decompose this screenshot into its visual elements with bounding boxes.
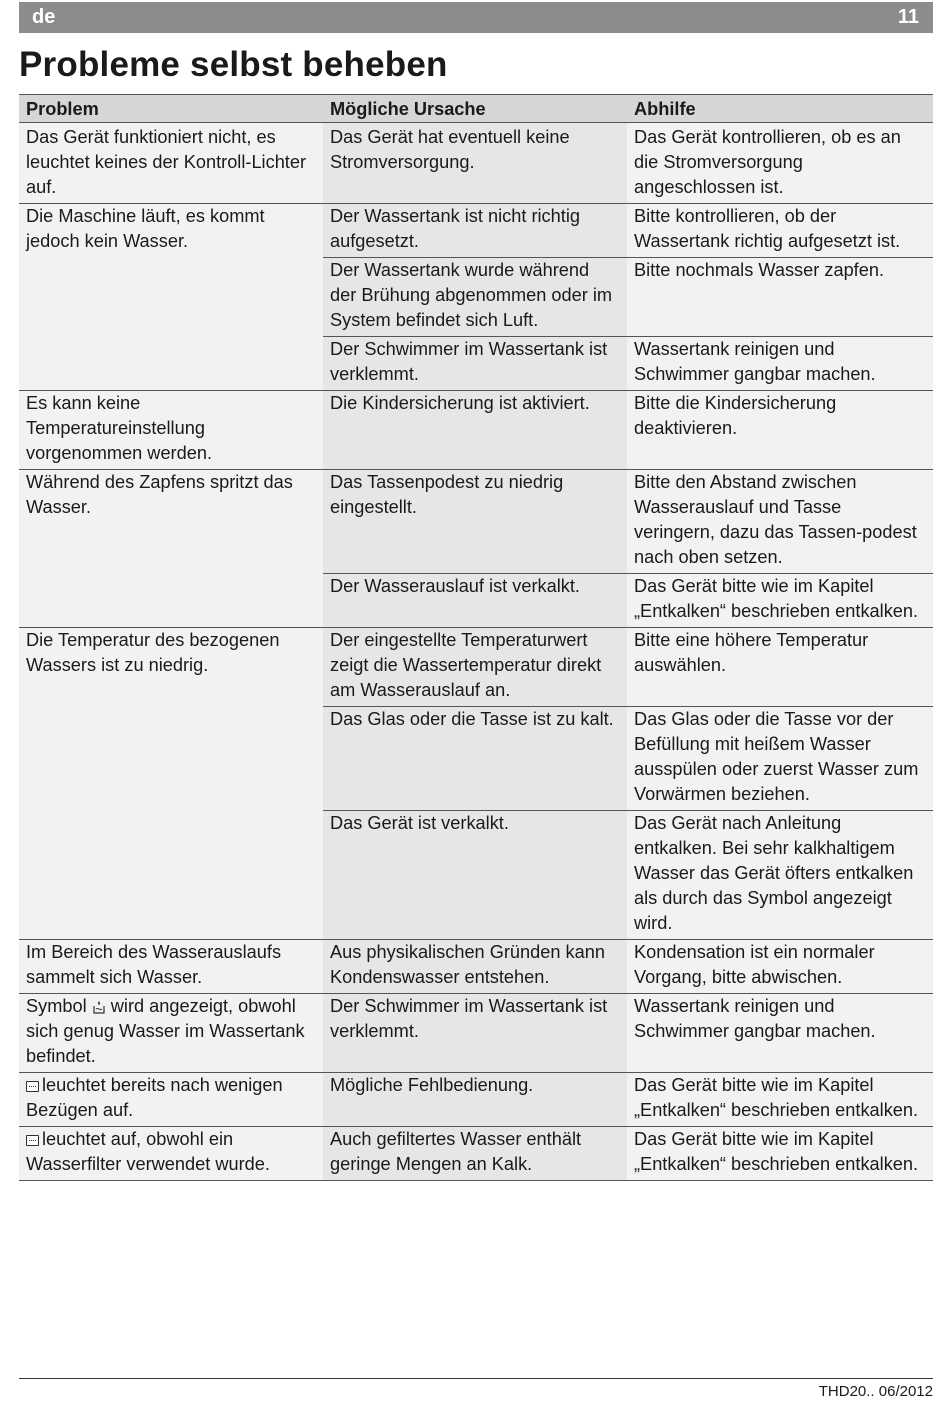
table-row xyxy=(19,123,933,204)
problem-cell xyxy=(19,204,323,391)
cause-cell: Die Kindersicherung ist aktiviert. xyxy=(323,391,627,470)
fix-cell: Das Gerät nach Anleitung entkalken. Bei sehr kalkhaltigem Wasser das Gerät öfters entkalken als durch das Symbol angezeigt wird. xyxy=(627,811,933,940)
fix-cell: Wassertank reinigen und Schwimmer gangbar machen. xyxy=(627,337,933,391)
cause-cell: Der Wasserauslauf ist verkalkt. xyxy=(323,574,627,628)
page-title: Probleme selbst beheben xyxy=(19,45,448,84)
cause-cell: Mögliche Fehlbedienung. xyxy=(323,1073,627,1127)
problem-prefix: Symbol xyxy=(26,996,87,1016)
fix-cell: Wassertank reinigen und Schwimmer gangbar machen. xyxy=(627,994,933,1073)
cause-cell: Das Gerät hat eventuell keine Stromversorgung. xyxy=(323,123,627,204)
cause-cell: Der Schwimmer im Wassertank ist verklemmt. xyxy=(323,994,627,1073)
cause-cell: Der Wassertank ist nicht richtig aufgesetzt. xyxy=(323,204,627,258)
problem-text: Die Temperatur des bezogenen Wassers ist zu niedrig. xyxy=(26,630,280,675)
cause-cell: Aus physikalischen Gründen kann Kondenswasser entstehen. xyxy=(323,940,627,994)
fix-cell: Das Gerät kontrollieren, ob es an die Stromversorgung angeschlossen ist. xyxy=(627,123,933,204)
problem-text: Das Gerät funktioniert nicht, es leuchtet keines der Kontroll-Lichter auf. xyxy=(26,127,307,197)
problem-text: Im Bereich des Wasserauslaufs sammelt sich Wasser. xyxy=(26,942,282,987)
problem-cell xyxy=(19,940,323,994)
page-number: 11 xyxy=(897,6,919,28)
table-row xyxy=(19,1127,933,1181)
cause-cell: Das Tassenpodest zu niedrig eingestellt. xyxy=(323,470,627,574)
troubleshooting-table xyxy=(19,94,933,1181)
problem-cell xyxy=(19,1127,323,1181)
cause-cell: Der Schwimmer im Wassertank ist verklemmt. xyxy=(323,337,627,391)
descale-icon xyxy=(26,1081,39,1092)
header-bar xyxy=(19,2,933,33)
problem-cell xyxy=(19,628,323,940)
cause-cell: Der eingestellte Temperaturwert zeigt die Wassertemperatur direkt am Wasserauslauf an. xyxy=(323,628,627,707)
table-row xyxy=(19,204,933,258)
fix-cell: Das Gerät bitte wie im Kapitel „Entkalken“ beschrieben entkalken. xyxy=(627,574,933,628)
fix-cell: Kondensation ist ein normaler Vorgang, bitte abwischen. xyxy=(627,940,933,994)
column-header-cause: Mögliche Ursache xyxy=(323,95,627,123)
footer-divider xyxy=(19,1378,933,1379)
table-row xyxy=(19,391,933,470)
cause-cell: Der Wassertank wurde während der Brühung abgenommen oder im System befindet sich Luft. xyxy=(323,258,627,337)
problem-text: leuchtet auf, obwohl ein Wasserfilter verwendet wurde. xyxy=(26,1129,270,1174)
column-header-problem: Problem xyxy=(19,95,323,123)
table-row xyxy=(19,940,933,994)
descale-icon xyxy=(26,1135,39,1146)
cause-cell: Auch gefiltertes Wasser enthält geringe Mengen an Kalk. xyxy=(323,1127,627,1181)
fix-cell: Bitte kontrollieren, ob der Wassertank richtig aufgesetzt ist. xyxy=(627,204,933,258)
fix-cell: Bitte eine höhere Temperatur auswählen. xyxy=(627,628,933,707)
problem-cell xyxy=(19,470,323,628)
fix-cell: Das Gerät bitte wie im Kapitel „Entkalken“ beschrieben entkalken. xyxy=(627,1127,933,1181)
column-header-fix: Abhilfe xyxy=(627,95,933,123)
problem-cell xyxy=(19,123,323,204)
problem-cell xyxy=(19,994,323,1073)
fix-cell: Das Gerät bitte wie im Kapitel „Entkalken“ beschrieben entkalken. xyxy=(627,1073,933,1127)
fix-cell: Bitte den Abstand zwischen Wasserauslauf und Tasse veringern, dazu das Tassen-podest nach oben setzen. xyxy=(627,470,933,574)
table-row xyxy=(19,470,933,574)
table-row xyxy=(19,628,933,707)
language-code: de xyxy=(32,6,56,28)
cause-cell: Das Gerät ist verkalkt. xyxy=(323,811,627,940)
table-row xyxy=(19,994,933,1073)
fix-cell: Bitte nochmals Wasser zapfen. xyxy=(627,258,933,337)
problem-text: Es kann keine Temperatureinstellung vorgenommen werden. xyxy=(26,393,213,463)
problem-text: leuchtet bereits nach wenigen Bezügen auf. xyxy=(26,1075,283,1120)
problem-cell xyxy=(19,1073,323,1127)
table-row xyxy=(19,1073,933,1127)
problem-text: Die Maschine läuft, es kommt jedoch kein Wasser. xyxy=(26,206,265,251)
footer-document-code: THD20.. 06/2012 xyxy=(818,1383,933,1400)
table-header-row xyxy=(19,95,933,123)
cause-cell: Das Glas oder die Tasse ist zu kalt. xyxy=(323,707,627,811)
fix-cell: Bitte die Kindersicherung deaktivieren. xyxy=(627,391,933,470)
problem-cell xyxy=(19,391,323,470)
fix-cell: Das Glas oder die Tasse vor der Befüllung mit heißem Wasser ausspülen oder zuerst Wasser zum Vorwärmen beziehen. xyxy=(627,707,933,811)
problem-text: wird angezeigt, obwohl sich genug Wasser im Wassertank befindet. xyxy=(26,996,305,1066)
problem-text: Während des Zapfens spritzt das Wasser. xyxy=(26,472,293,517)
water-tank-icon xyxy=(92,1000,106,1014)
